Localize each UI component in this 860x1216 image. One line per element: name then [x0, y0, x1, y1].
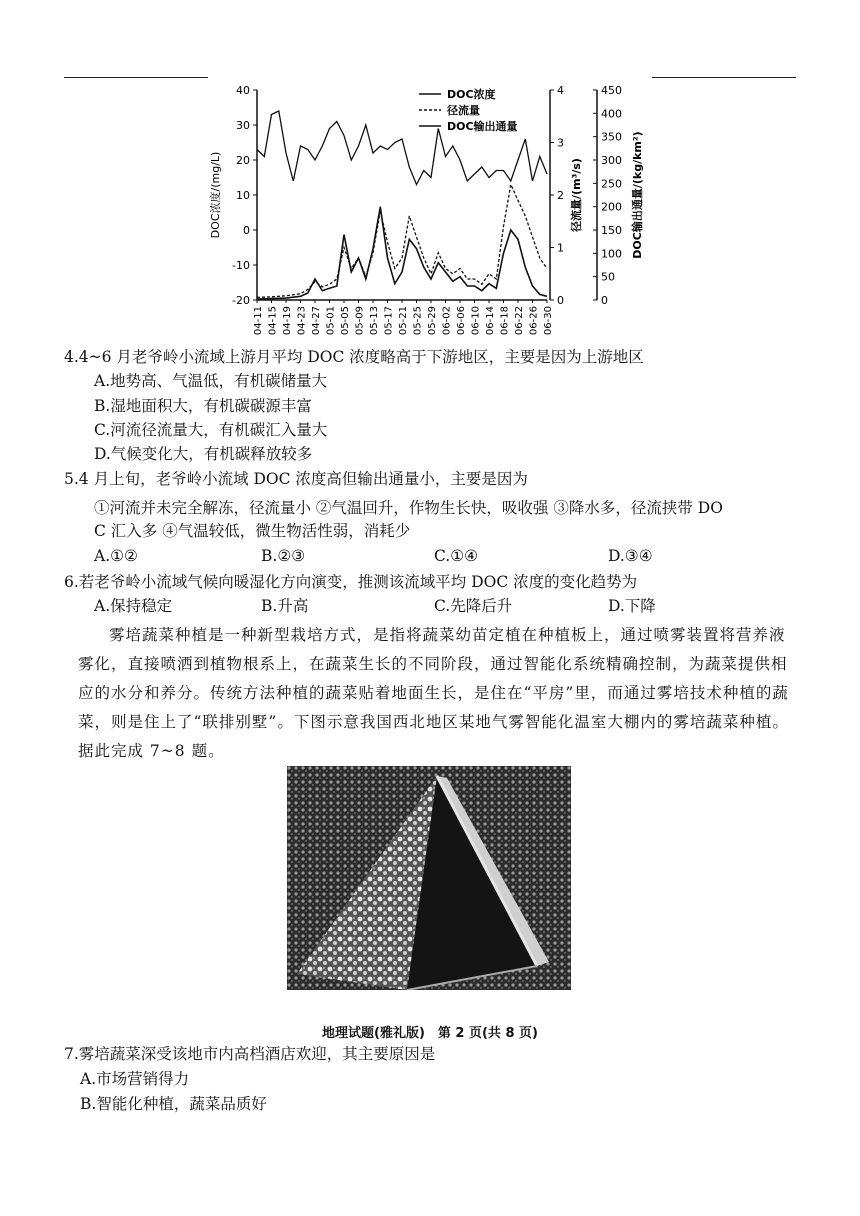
question-6-option-c: C.先降后升	[434, 597, 513, 615]
question-5-option-d: D.③④	[608, 547, 653, 565]
passage: 雾培蔬菜种植是一种新型栽培方式，是指将蔬菜幼苗定植在种植板上，通过喷雾装置将营养液雾化，直接喷洒到植物根系上，在蔬菜生长的不同阶段，通过智能化系统精确控制，为蔬菜提供相应的水分和养分。传统方法种植的蔬菜贴着地面生长，是住在“平房”里，而通过雾培技术种植的蔬菜，则是住上了“联排别墅”。下图示意我国西北地区某地气雾智能化温室大棚内的雾培蔬菜种植。据此完成 7~8 题。	[78, 626, 789, 760]
x-tick-label: 05-13	[369, 306, 380, 336]
question-5-option-c: C.①④	[434, 547, 479, 565]
right-tick-label: 200	[601, 200, 622, 214]
x-tick-label: 06-18	[499, 306, 511, 336]
right-tick-label: 450	[601, 84, 622, 97]
left-tick-label: 20	[236, 154, 250, 167]
x-tick-label: 04-15	[267, 306, 279, 336]
left-tick-label: 0	[243, 224, 250, 237]
question-4-option-c: C.河流径流量大，有机碳汇入量大	[94, 421, 328, 439]
x-tick-label: 06-02	[441, 306, 453, 336]
right-tick-label: 100	[601, 247, 622, 261]
x-tick-label: 05-21	[398, 306, 409, 336]
series-line-1	[257, 185, 547, 298]
left-tick-label: -20	[232, 294, 250, 307]
question-5-line-2: C 汇入多 ④气温较低，微生物活性弱，消耗少	[94, 522, 411, 540]
right-tick-label: 350	[601, 130, 622, 144]
left-tick-label: 10	[236, 189, 250, 202]
right-tick-label: 400	[601, 107, 622, 121]
right-tick-label: 300	[601, 154, 622, 167]
right-tick-label: 0	[601, 294, 608, 307]
question-6-stem: 6.若老爷岭小流域气候向暖湿化方向演变，推测该流域平均 DOC 浓度的变化趋势为	[64, 573, 638, 591]
mid-tick-label: 4	[557, 84, 564, 97]
x-tick-label: 06-30	[543, 306, 554, 336]
right-axis-label: DOC输出通量/(kg/km²)	[631, 131, 644, 259]
header-rule-left	[64, 77, 208, 78]
legend-label: 径流量	[447, 104, 480, 117]
left-tick-label: 30	[236, 119, 250, 132]
x-tick-label: 05-09	[354, 306, 366, 336]
header-rule-right	[652, 77, 796, 78]
x-tick-label: 04-27	[311, 306, 322, 336]
right-tick-label: 150	[601, 224, 622, 237]
question-6-option-a: A.保持稳定	[94, 597, 173, 615]
question-4-option-d: D.气候变化大，有机碳释放较多	[94, 445, 313, 463]
x-tick-label: 04-11	[253, 306, 264, 336]
question-4-option-b: B.湿地面积大，有机碳碳源丰富	[94, 397, 312, 415]
question-4-stem: 4.4~6 月老爷岭小流域上游月平均 DOC 浓度略高于下游地区，主要是因为上游地区	[64, 348, 644, 366]
x-tick-label: 06-10	[470, 306, 482, 336]
right-tick-label: 50	[601, 270, 615, 284]
doc-chart	[205, 82, 655, 344]
mid-tick-label: 0	[557, 294, 564, 307]
x-tick-label: 06-14	[485, 306, 496, 336]
question-4-option-a: A.地势高、气温低，有机碳储量大	[94, 372, 328, 390]
question-7-option-a: A.市场营销得力	[80, 1070, 190, 1088]
question-5-line-1: ①河流并未完全解冻，径流量小 ②气温回升，作物生长快，吸收强 ③降水多，径流挟带 DO	[94, 499, 723, 517]
series-line-2	[257, 207, 547, 299]
x-tick-label: 06-06	[456, 306, 467, 336]
x-tick-label: 04-23	[296, 306, 308, 336]
x-tick-label: 05-25	[412, 306, 424, 336]
mid-tick-label: 3	[557, 136, 564, 150]
left-axis-label: DOC浓度/(mg/L)	[209, 151, 222, 239]
mid-axis-label: 径流量/(m³/s)	[570, 158, 583, 232]
x-tick-label: 06-26	[528, 306, 540, 336]
question-7-option-b: B.智能化种植，蔬菜品质好	[80, 1095, 267, 1113]
x-tick-label: 05-17	[383, 306, 395, 336]
legend-label: DOC浓度	[447, 88, 496, 101]
x-tick-label: 05-29	[427, 306, 438, 336]
x-tick-label: 05-01	[325, 306, 337, 336]
question-5-option-a: A.①②	[94, 547, 138, 565]
question-5-option-b: B.②③	[261, 547, 306, 565]
question-6-option-d: D.下降	[608, 597, 656, 615]
legend-label: DOC输出通量	[447, 120, 518, 133]
x-tick-label: 06-22	[514, 306, 525, 336]
right-tick-label: 250	[601, 177, 622, 191]
question-6-option-b: B.升高	[261, 597, 309, 615]
x-tick-label: 05-05	[340, 306, 351, 336]
question-7-stem: 7.雾培蔬菜深受该地市内高档酒店欢迎，其主要原因是	[64, 1045, 436, 1063]
left-tick-label: 40	[236, 84, 250, 97]
mid-tick-label: 2	[557, 189, 564, 202]
x-tick-label: 04-19	[282, 306, 293, 336]
page-footer: 地理试题(雅礼版) 第 2 页(共 8 页)	[322, 1026, 538, 1041]
left-tick-label: -10	[232, 259, 250, 272]
question-5-stem: 5.4 月上旬，老爷岭小流域 DOC 浓度高但输出通量小，主要是因为	[64, 470, 528, 488]
mid-tick-label: 1	[557, 241, 564, 255]
greenhouse-photo	[287, 766, 571, 990]
